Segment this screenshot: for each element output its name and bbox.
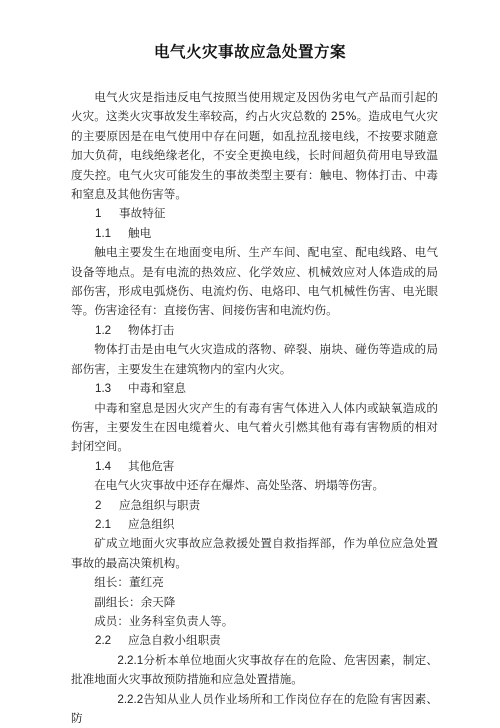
section-title: 其他危害 [128,458,175,473]
paragraph-1-1: 触电主要发生在地面变电所、生产车间、配电室、配电线路、电气设备等地点。是有电流的热效应、化学效应、机械效应对人体造成的局部伤害，形成电弧烧伤、电流灼伤、电烙印、电气机械性伤害、电光眼等。伤害途径有：直接伤害、间接伤害和电流灼伤。 [71,245,438,318]
section-title: 中毒和窒息 [128,381,186,396]
section-number: 1 [95,207,102,221]
section-number: 1.1 [95,226,112,240]
section-heading-1-4 [71,457,438,476]
section-number: 1.3 [95,382,112,396]
section-number: 2.2 [95,634,112,648]
paragraph-1-3: 中毒和窒息是因火灾产生的有毒有害气体进入人体内或缺氧造成的伤害，主要发生在因电缆着火、电气着火引燃其他有毒有害物质的相对封闭空间。 [71,400,438,454]
section-heading-2-2 [71,631,438,650]
section-number: 2.1 [95,517,112,531]
members-line: 成员：业务科室负责人等。 [94,613,234,628]
section-heading-1-2 [71,321,438,340]
section-heading-1-3 [71,379,438,398]
document-title: 电气火灾事故应急处置方案 [153,43,346,61]
section-heading-1-1 [71,224,438,243]
section-number: 1.4 [95,459,112,473]
section-title: 事故特征 [119,206,166,221]
section-title: 应急组织与职责 [119,497,201,512]
clause-number: 2.2.1 [117,653,144,667]
clause-number: 2.2.2 [117,692,144,706]
clause-text: 告知从业人员作业场所和工作岗位存在的危险有害因素、防 [71,691,438,725]
paragraph-2-1: 矿成立地面火灾事故应急救援处置自救指挥部，作为单位应急处置事故的最高决策机构。 [71,536,438,570]
paragraph-1-2: 物体打击是由电气火灾造成的落物、碎裂、崩块、碰伤等造成的局部伤害，主要发生在建筑物内的室内火灾。 [71,342,438,376]
document-body [71,88,438,728]
section-heading-2 [71,496,438,515]
section-heading-2-1 [71,515,438,534]
clause-text: 分析本单位地面火灾事故存在的危险、危害因素，制定、批准地面火灾事故预防措施和应急处置措施。 [71,652,438,687]
section-number: 1.2 [95,323,112,337]
intro-paragraph: 电气火灾是指违反电气按照当使用规定及因伪劣电气产品而引起的火灾。这类火灾事故发生率较高，约占火灾总数的 25%。造成电气火灾的主要原因是在电气使用中存在问题，如乱拉乱接电线，不按要求随意加大负荷，电线绝缘老化，不安全更换电线，长时间超负荷用电导致温度失控。电气火灾可能发生的事故类型主要有：触电、物体打击、中毒和窒息及其他伤害等。 [71,90,438,202]
section-heading-1 [71,204,438,223]
paragraph-2-2-2 [71,690,438,728]
section-title: 应急自救小组职责 [128,633,221,648]
section-title: 物体打击 [128,322,175,337]
paragraph-1-4: 在电气火灾事故中还存在爆炸、高处坠落、坍塌等伤害。 [94,478,385,493]
section-title: 触电 [128,225,152,240]
section-title: 应急组织 [128,516,175,531]
paragraph-2-2-1 [71,651,438,690]
leader-line: 组长：董红亮 [94,575,164,590]
section-number: 2 [95,498,102,512]
deputy-line: 副组长：余天降 [94,594,176,609]
